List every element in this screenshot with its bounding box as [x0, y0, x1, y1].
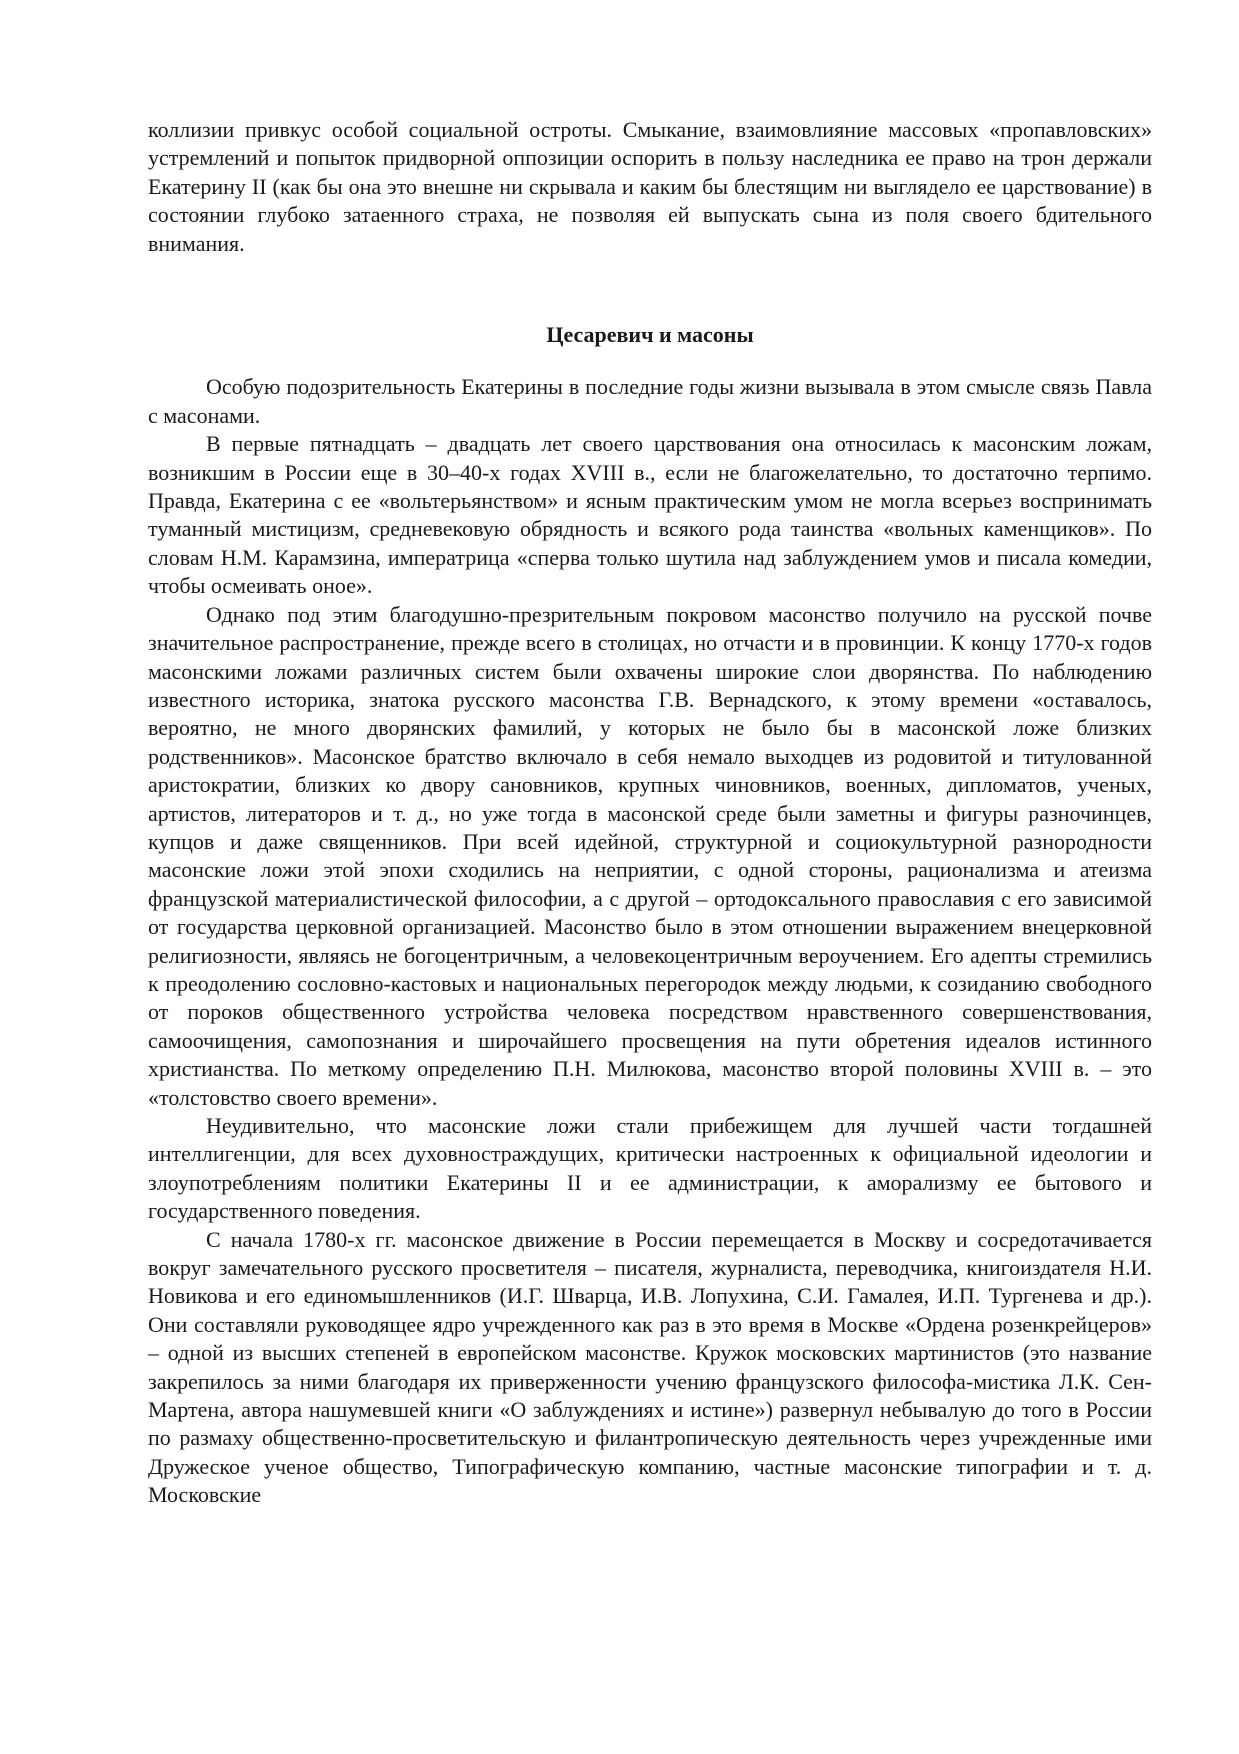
document-page [148, 116, 1152, 1510]
paragraph: Однако под этим благодушно-презрительным покровом масонство получило на русской почве значительное распространение, прежде всего в столицах, но отчасти и в провинции. К концу 1770-х годов масонскими ложами различных систем были охвачены широкие слои дворянства. По наблюдению известного историка, знатока русского масонства Г.В. Вернадского, к этому времени «оставалось, вероятно, не много дворянских фамилий, у которых не было бы в масонской ложе близких родственников». Масонское братство включало в себя немало выходцев из родовитой и титулованной аристократии, близких ко двору сановников, крупных чиновников, военных, дипломатов, ученых, артистов, литераторов и т. д., но уже тогда в масонской среде были заметны и фигуры разночинцев, купцов и даже священников. При всей идейной, структурной и социокультурной разнородности масонские ложи этой эпохи сходились на неприятии, с одной стороны, рационализма и атеизма французской материалистической философии, а с другой – ортодоксального православия с его зависимой от государства церковной организацией. Масонство было в этом отношении выражением внецерковной религиозности, являясь не богоцентричным, а человекоцентричным вероучением. Его адепты стремились к преодолению сословно-кастовых и национальных перегородок между людьми, к созиданию свободного от пороков общественного устройства человека посредством нравственного совершенствования, самоочищения, самопознания и широчайшего просвещения на пути обретения идеалов истинного христианства. По меткому определению П.Н. Милюкова, масонство второй половины XVIII в. – это «толстовство своего времени». [148, 601, 1152, 1110]
spacer [148, 258, 1152, 321]
paragraph: Неудивительно, что масонские ложи стали прибежищем для лучшей части тогдашней интеллигенции, для всех духовностраждущих, критически настроенных к официальной идеологии и злоупотреблениям политики Екатерины II и ее администрации, к аморализму ее бытового и государственного поведения. [148, 1113, 1152, 1224]
paragraph: С начала 1780-х гг. масонское движение в России перемещается в Москву и сосредотачивается вокруг замечательного русского просветителя – писателя, журналиста, переводчика, книгоиздателя Н.И. Новикова и его единомышленников (И.Г. Шварца, И.В. Лопухина, С.И. Гамалея, И.П. Тургенева и др.). Они составляли руководящее ядро учрежденного как раз в это время в Москве «Ордена розенкрейцеров» – одной из высших степеней в европейском масонстве. Кружок московских мартинистов (это название закрепилось за ними благодаря их приверженности учению французского философа-мистика Л.К. Сен-Мартена, автора нашумевшей книги «О заблуждениях и истине») развернул небывалую до того в России по размаху общественно-просветительскую и филантропическую деятельность через учрежденные ими Дружеское ученое общество, Типографическую компанию, частные масонские типографии и т. д. Московские [148, 1226, 1152, 1508]
paragraph: Особую подозрительность Екатерины в последние годы жизни вызывала в этом смысле связь Павла с масонами. [148, 374, 1152, 428]
section-title: Цесаревич и масоны [546, 322, 754, 348]
intro-paragraph: коллизии привкус особой социальной остроты. Смыкание, взаимовлияние массовых «пропавловских» устремлений и попыток придворной оппозиции оспорить в пользу наследника ее право на трон держали Екатерину II (как бы она это внешне ни скрывала и каким бы блестящим ни выглядело ее царствование) в состоянии глубоко затаенного страха, не позволяя ей выпускать сына из поля своего бдительного внимания. [148, 117, 1152, 256]
paragraph: В первые пятнадцать – двадцать лет своего царствования она относилась к масонским ложам, возникшим в России еще в 30–40-х годах XVIII в., если не благожелательно, то достаточно терпимо. Правда, Екатерина с ее «вольтерьянством» и ясным практическим умом не могла всерьез воспринимать туманный мистицизм, средневековую обрядность и всякого рода таинства «вольных каменщиков». По словам Н.М. Карамзина, императрица «сперва только шутила над заблуждением умов и писала комедии, чтобы осмеивать оное». [148, 431, 1152, 599]
spacer [148, 349, 1152, 373]
